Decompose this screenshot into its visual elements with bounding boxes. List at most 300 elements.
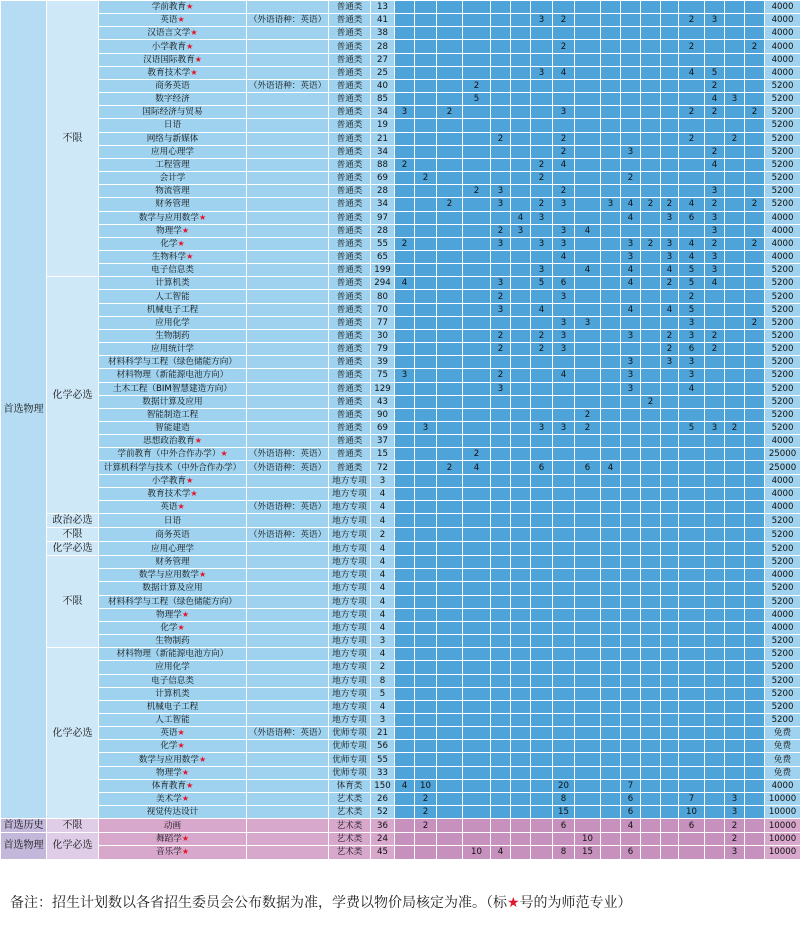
province-count: [395, 595, 415, 608]
tuition-fee: 5200: [765, 132, 800, 145]
province-count: [395, 422, 415, 435]
province-count: [679, 779, 705, 792]
province-count: [553, 648, 575, 661]
province-count: [511, 250, 531, 263]
province-count: [463, 661, 491, 674]
province-count: [745, 461, 765, 474]
province-count: [725, 661, 745, 674]
tuition-fee: 5200: [765, 119, 800, 132]
province-count: [437, 674, 463, 687]
province-count: [725, 674, 745, 687]
table-row: [1, 395, 800, 408]
province-count: [463, 528, 491, 542]
province-count: [621, 635, 641, 648]
plan-total: 4: [371, 621, 395, 634]
province-count: 4: [621, 819, 641, 833]
plan-total: 4: [371, 514, 395, 528]
province-count: [531, 1, 553, 14]
province-count: [621, 461, 641, 474]
province-count: [679, 224, 705, 237]
province-count: [415, 27, 437, 40]
province-count: 3: [621, 145, 641, 158]
province-count: [641, 343, 661, 356]
province-count: 3: [725, 846, 745, 859]
province-count: [725, 635, 745, 648]
province-count: [641, 792, 661, 805]
province-count: [531, 528, 553, 542]
tuition-fee: 4000: [765, 224, 800, 237]
province-count: [575, 582, 601, 595]
province-count: [661, 40, 679, 53]
province-count: [553, 661, 575, 674]
plan-total: 4: [371, 608, 395, 621]
province-count: [415, 674, 437, 687]
province-count: [705, 740, 725, 753]
province-count: [553, 833, 575, 846]
province-count: [531, 224, 553, 237]
province-count: [575, 779, 601, 792]
province-count: [601, 635, 621, 648]
province-count: [415, 474, 437, 487]
province-count: [553, 448, 575, 461]
province-count: [745, 648, 765, 661]
province-count: [395, 356, 415, 369]
province-count: [621, 687, 641, 700]
tuition-fee: 免费: [765, 766, 800, 779]
province-count: [531, 779, 553, 792]
province-count: [601, 700, 621, 713]
tuition-fee: 免费: [765, 740, 800, 753]
table-row: [1, 40, 800, 53]
province-count: [745, 250, 765, 263]
table-row: [1, 500, 800, 513]
province-count: [463, 172, 491, 185]
province-count: [511, 316, 531, 329]
major-name: [99, 753, 247, 766]
province-count: [575, 158, 601, 171]
province-count: [491, 648, 511, 661]
province-count: [491, 435, 511, 448]
province-count: [437, 264, 463, 277]
province-count: [395, 316, 415, 329]
province-count: [531, 700, 553, 713]
plan-total: 30: [371, 329, 395, 342]
table-row: [1, 806, 800, 819]
province-count: [661, 461, 679, 474]
province-count: [575, 382, 601, 395]
province-count: [511, 819, 531, 833]
province-count: [491, 422, 511, 435]
tuition-fee: 4000: [765, 211, 800, 224]
footnote-text: 备注：招生计划数以各省招生委员会公布数据为准，学费以物价局核定为准。（标: [10, 895, 507, 911]
province-count: [679, 833, 705, 846]
language-note: [247, 514, 329, 528]
major-name-text: 应用化学: [155, 317, 190, 328]
province-count: [641, 487, 661, 500]
province-count: [621, 158, 641, 171]
plan-type: 地方专项: [329, 556, 371, 569]
province-count: 2: [531, 329, 553, 342]
plan-type: 普通类: [329, 382, 371, 395]
subject-requirement-cell: 不限: [47, 528, 99, 542]
province-count: [491, 66, 511, 79]
province-count: 15: [553, 806, 575, 819]
province-count: [641, 277, 661, 290]
province-count: [415, 487, 437, 500]
province-count: 6: [679, 211, 705, 224]
major-name-text: 土木工程（BIM智慧建造方向）: [113, 383, 232, 394]
province-count: [745, 211, 765, 224]
section-cell: 首选历史: [1, 819, 47, 833]
star-icon: ★: [181, 834, 189, 844]
tuition-fee: 5200: [765, 185, 800, 198]
province-count: [437, 329, 463, 342]
province-count: [437, 369, 463, 382]
major-name-text: 计算机科学与技术（中外合作办学）: [103, 462, 242, 473]
plan-total: 3: [371, 635, 395, 648]
province-count: 3: [491, 185, 511, 198]
subject-requirement-cell: 化学必选: [47, 833, 99, 859]
province-count: [575, 556, 601, 569]
province-count: [725, 224, 745, 237]
province-count: [661, 514, 679, 528]
province-count: [511, 595, 531, 608]
plan-total: 24: [371, 833, 395, 846]
province-count: [725, 713, 745, 726]
province-count: [463, 487, 491, 500]
province-count: [463, 66, 491, 79]
province-count: [679, 687, 705, 700]
plan-total: 65: [371, 250, 395, 263]
province-count: [745, 806, 765, 819]
province-count: [415, 621, 437, 634]
province-count: [531, 356, 553, 369]
province-count: [575, 290, 601, 303]
province-count: [575, 753, 601, 766]
province-count: [621, 106, 641, 119]
province-count: [641, 648, 661, 661]
province-count: [641, 779, 661, 792]
major-name-text: 物流管理: [155, 186, 190, 197]
province-count: [725, 264, 745, 277]
province-count: [725, 329, 745, 342]
province-count: [725, 303, 745, 316]
province-count: 3: [553, 329, 575, 342]
province-count: [575, 277, 601, 290]
language-note: [247, 198, 329, 211]
plan-type: 普通类: [329, 329, 371, 342]
province-count: [511, 514, 531, 528]
plan-total: 19: [371, 119, 395, 132]
province-count: [463, 621, 491, 634]
province-count: [641, 106, 661, 119]
plan-type: 优师专项: [329, 753, 371, 766]
province-count: [463, 369, 491, 382]
table-row: [1, 514, 800, 528]
province-count: 2: [553, 14, 575, 27]
province-count: [661, 27, 679, 40]
language-note: [247, 408, 329, 421]
province-count: [553, 700, 575, 713]
province-count: [491, 172, 511, 185]
tuition-fee: 5200: [765, 329, 800, 342]
province-count: [661, 753, 679, 766]
province-count: [661, 635, 679, 648]
tuition-fee: 4000: [765, 40, 800, 53]
plan-total: 28: [371, 185, 395, 198]
province-count: [491, 753, 511, 766]
major-name-text: 计算机类: [155, 688, 190, 699]
language-note: [247, 833, 329, 846]
province-count: [621, 740, 641, 753]
province-count: 6: [621, 792, 641, 805]
plan-total: 25: [371, 66, 395, 79]
province-count: [621, 674, 641, 687]
plan-total: 28: [371, 224, 395, 237]
province-count: [437, 40, 463, 53]
province-count: [641, 514, 661, 528]
province-count: [511, 569, 531, 582]
province-count: 2: [415, 806, 437, 819]
province-count: [621, 1, 641, 14]
province-count: 3: [621, 250, 641, 263]
province-count: [601, 806, 621, 819]
province-count: [491, 766, 511, 779]
province-count: [553, 461, 575, 474]
table-row: [1, 528, 800, 542]
province-count: [661, 582, 679, 595]
province-count: [511, 106, 531, 119]
table-row: [1, 250, 800, 263]
province-count: [641, 556, 661, 569]
major-name-text: 物理学: [156, 609, 182, 620]
province-count: [531, 250, 553, 263]
tuition-fee: 4000: [765, 27, 800, 40]
province-count: [463, 727, 491, 740]
province-count: [463, 766, 491, 779]
plan-type: 普通类: [329, 106, 371, 119]
province-count: [705, 648, 725, 661]
language-note: [247, 792, 329, 805]
province-count: [641, 661, 661, 674]
province-count: [705, 727, 725, 740]
province-count: [661, 661, 679, 674]
province-count: [621, 79, 641, 92]
province-count: [415, 687, 437, 700]
province-count: 3: [531, 237, 553, 250]
province-count: [601, 132, 621, 145]
province-count: [725, 343, 745, 356]
tuition-fee: 5200: [765, 198, 800, 211]
province-count: [511, 846, 531, 859]
province-count: [641, 158, 661, 171]
province-count: [531, 132, 553, 145]
language-note: [247, 343, 329, 356]
province-count: [415, 277, 437, 290]
province-count: [641, 185, 661, 198]
plan-type: 地方专项: [329, 582, 371, 595]
province-count: [601, 408, 621, 421]
province-count: [491, 474, 511, 487]
province-count: [553, 569, 575, 582]
tuition-fee: 5200: [765, 700, 800, 713]
major-name-text: 材料物理（新能源电池方向）: [116, 649, 229, 660]
plan-total: 40: [371, 79, 395, 92]
province-count: [601, 27, 621, 40]
tuition-fee: 5200: [765, 408, 800, 421]
province-count: 6: [575, 461, 601, 474]
province-count: [437, 740, 463, 753]
province-count: [621, 93, 641, 106]
plan-total: 4: [371, 700, 395, 713]
province-count: [601, 792, 621, 805]
province-count: [661, 395, 679, 408]
tuition-fee: 5200: [765, 303, 800, 316]
province-count: 3: [705, 250, 725, 263]
major-name: [99, 792, 247, 805]
province-count: [745, 224, 765, 237]
major-name: [99, 119, 247, 132]
province-count: [511, 356, 531, 369]
major-name: [99, 250, 247, 263]
province-count: [553, 1, 575, 14]
plan-total: 8: [371, 674, 395, 687]
province-count: [415, 448, 437, 461]
province-count: [437, 448, 463, 461]
province-count: [725, 250, 745, 263]
province-count: [437, 514, 463, 528]
province-count: [575, 40, 601, 53]
province-count: [601, 846, 621, 859]
plan-total: 2: [371, 661, 395, 674]
province-count: [437, 66, 463, 79]
province-count: [575, 435, 601, 448]
language-note: [247, 713, 329, 726]
province-count: 2: [415, 172, 437, 185]
table-row: [1, 1, 800, 14]
plan-type: 地方专项: [329, 569, 371, 582]
province-count: [491, 727, 511, 740]
province-count: [601, 356, 621, 369]
table-row: [1, 329, 800, 342]
province-count: [641, 211, 661, 224]
province-count: [531, 648, 553, 661]
tuition-fee: 5200: [765, 661, 800, 674]
major-name: [99, 316, 247, 329]
province-count: [463, 833, 491, 846]
table-row: [1, 172, 800, 185]
province-count: [463, 569, 491, 582]
province-count: 2: [531, 343, 553, 356]
province-count: [621, 556, 641, 569]
province-count: [679, 435, 705, 448]
province-count: [437, 474, 463, 487]
province-count: [661, 556, 679, 569]
major-name: [99, 132, 247, 145]
language-note: [247, 740, 329, 753]
table-row: [1, 303, 800, 316]
province-count: [463, 329, 491, 342]
tuition-fee: 10000: [765, 792, 800, 805]
province-count: [463, 435, 491, 448]
province-count: [415, 648, 437, 661]
province-count: [601, 343, 621, 356]
province-count: [415, 846, 437, 859]
plan-total: 39: [371, 356, 395, 369]
language-note: （外语语种：英语）: [247, 448, 329, 461]
province-count: [745, 119, 765, 132]
plan-type: 优师专项: [329, 766, 371, 779]
province-count: [511, 500, 531, 513]
province-count: 2: [395, 158, 415, 171]
province-count: [553, 542, 575, 556]
table-row: [1, 106, 800, 119]
tuition-fee: 5200: [765, 395, 800, 408]
province-count: [437, 185, 463, 198]
province-count: [415, 582, 437, 595]
province-count: [641, 582, 661, 595]
province-count: 3: [491, 382, 511, 395]
province-count: [553, 635, 575, 648]
province-count: [745, 595, 765, 608]
province-count: [511, 53, 531, 66]
province-count: [511, 556, 531, 569]
province-count: [511, 435, 531, 448]
plan-type: 地方专项: [329, 487, 371, 500]
table-row: [1, 369, 800, 382]
province-count: [661, 106, 679, 119]
province-count: [575, 792, 601, 805]
tuition-fee: 5200: [765, 93, 800, 106]
plan-type: 地方专项: [329, 648, 371, 661]
major-name: [99, 595, 247, 608]
star-icon: ★: [199, 212, 207, 222]
plan-total: 79: [371, 343, 395, 356]
province-count: [531, 145, 553, 158]
province-count: [437, 395, 463, 408]
major-name: [99, 648, 247, 661]
star-icon: ★: [181, 609, 189, 619]
province-count: [395, 556, 415, 569]
province-count: 3: [725, 93, 745, 106]
major-name-text: 物理学: [156, 225, 182, 236]
province-count: [511, 237, 531, 250]
province-count: [705, 132, 725, 145]
plan-total: 70: [371, 303, 395, 316]
province-count: [601, 290, 621, 303]
province-count: [641, 727, 661, 740]
province-count: [745, 687, 765, 700]
province-count: [745, 422, 765, 435]
table-row: [1, 766, 800, 779]
province-count: 3: [705, 185, 725, 198]
plan-type: 普通类: [329, 343, 371, 356]
province-count: 20: [553, 779, 575, 792]
plan-total: 27: [371, 53, 395, 66]
province-count: 2: [553, 185, 575, 198]
province-count: [575, 713, 601, 726]
province-count: 2: [491, 224, 511, 237]
tuition-fee: 5200: [765, 595, 800, 608]
province-count: [705, 448, 725, 461]
major-name: [99, 608, 247, 621]
province-count: [575, 635, 601, 648]
province-count: 6: [621, 806, 641, 819]
province-count: [463, 40, 491, 53]
province-count: [437, 119, 463, 132]
province-count: [705, 766, 725, 779]
province-count: [679, 119, 705, 132]
